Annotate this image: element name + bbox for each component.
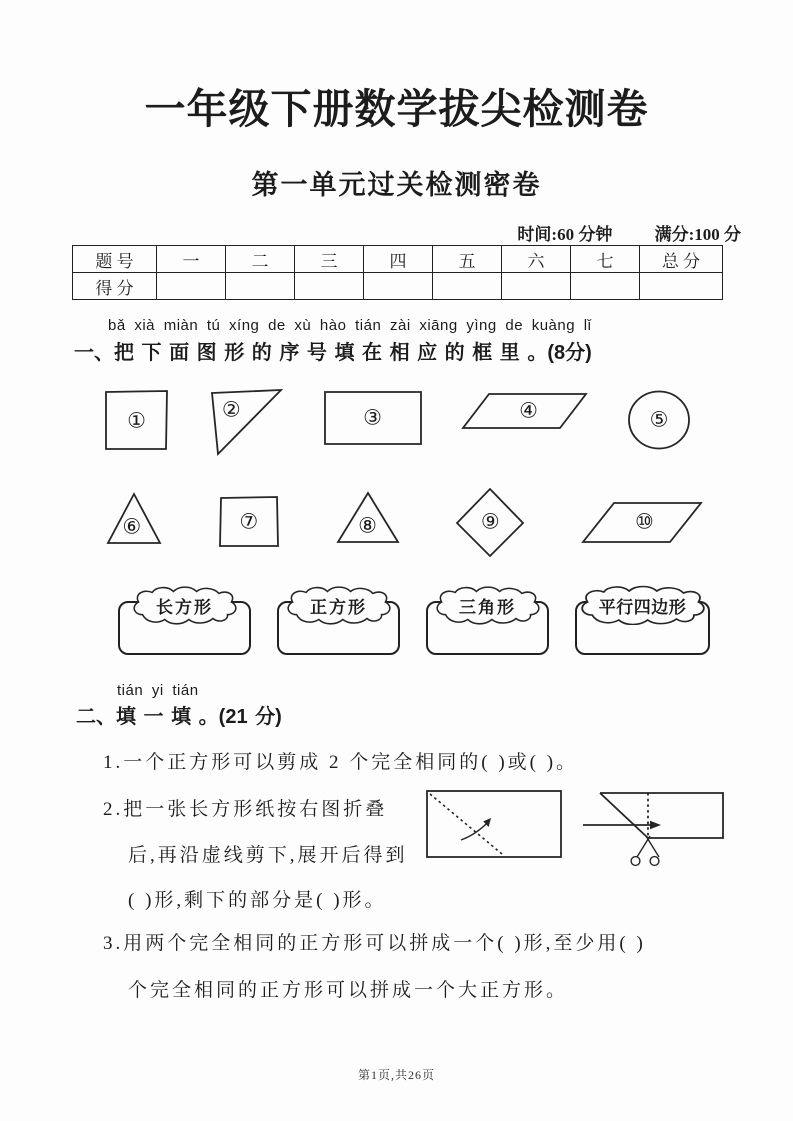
shape-number: ② <box>221 397 241 422</box>
score-table-header-row <box>73 246 723 273</box>
shapes-row-2 <box>106 487 703 567</box>
category-label: 正方形 <box>310 598 367 617</box>
page-title: 一年级下册数学拔尖检测卷 <box>144 86 649 132</box>
page-number: 第1页,共26页 <box>357 1068 435 1082</box>
score-cell-empty <box>502 273 571 300</box>
cloud-callout <box>432 585 544 630</box>
header-cell: 二 <box>226 246 295 273</box>
section-one-heading: 一、把 下 面 图 形 的 序 号 填 在 相 应 的 框 里 。(8分) <box>74 342 592 364</box>
question-2-line-2: 后,再沿虚线剪下,展开后得到 <box>128 845 408 866</box>
shape-number: ③ <box>363 405 382 430</box>
paper-meta <box>0 220 741 245</box>
category-box-rectangle <box>118 585 251 657</box>
category-box-parallelogram <box>575 585 710 657</box>
shape-diamond-9 <box>455 487 525 558</box>
header-cell: 题 号 <box>73 246 157 273</box>
shape-number: ⑩ <box>635 509 654 534</box>
score-cell-empty <box>571 273 640 300</box>
score-table <box>72 245 723 300</box>
time-limit: 时间:60 分钟 <box>517 225 613 244</box>
shape-number: ⑦ <box>239 509 259 533</box>
shape-rectangle-3 <box>323 390 423 446</box>
score-cell-empty <box>295 273 364 300</box>
header-cell: 一 <box>157 246 226 273</box>
category-label: 平行四边形 <box>598 598 687 617</box>
score-cell-empty <box>226 273 295 300</box>
question-1: 1.一个正方形可以剪成 2 个完全相同的( )或( )。 <box>103 752 579 773</box>
section-two-pinyin: tián yi tián <box>117 682 199 699</box>
category-box-triangle <box>426 585 549 657</box>
score-cell-empty <box>364 273 433 300</box>
folded-paper <box>600 793 723 865</box>
shape-square-7 <box>218 495 280 548</box>
shape-number: ① <box>127 408 146 433</box>
header-cell: 六 <box>502 246 571 273</box>
score-row-label: 得 分 <box>73 273 157 300</box>
score-cell-empty <box>640 273 723 300</box>
shape-right-triangle-2 <box>209 388 284 456</box>
cloud-callout <box>283 585 395 630</box>
score-cell-empty <box>157 273 226 300</box>
shape-number: ⑤ <box>649 407 669 432</box>
header-cell: 五 <box>433 246 502 273</box>
shape-parallelogram-4 <box>461 392 588 430</box>
section-one-pinyin: bǎ xià miàn tú xíng de xù hào tián zài xiāng yìng de kuàng lǐ <box>108 317 592 334</box>
cloud-callout <box>129 585 241 630</box>
fold-dotted-line <box>430 794 502 854</box>
shape-number: ④ <box>519 398 538 423</box>
shape-triangle-8 <box>336 491 400 545</box>
question-2-line-1: 2.把一张长方形纸按右图折叠 <box>103 799 388 820</box>
shapes-row-1 <box>103 383 691 473</box>
question-3-line-2: 个完全相同的正方形可以拼成一个大正方形。 <box>128 980 569 1001</box>
shape-parallelogram-10 <box>581 501 703 544</box>
section-two-heading: 二、填 一 填 。(21 分) <box>76 706 282 728</box>
header-cell: 总 分 <box>640 246 723 273</box>
shape-number: ⑧ <box>358 513 377 538</box>
cloud-callout <box>576 585 710 630</box>
shape-number: ⑨ <box>480 509 500 534</box>
shape-circle-5 <box>627 390 691 450</box>
right-triangle-outline <box>209 388 284 456</box>
full-score: 满分:100 分 <box>654 225 741 244</box>
category-box-square <box>277 585 400 657</box>
scissors-icon <box>631 836 659 865</box>
score-table-score-row <box>73 273 723 300</box>
header-cell: 三 <box>295 246 364 273</box>
category-label: 长方形 <box>156 598 213 617</box>
question-2-line-3: ( )形,剩下的部分是( )形。 <box>128 890 387 911</box>
arrow-right <box>583 821 661 829</box>
header-cell: 四 <box>364 246 433 273</box>
header-cell: 七 <box>571 246 640 273</box>
score-cell-empty <box>433 273 502 300</box>
fold-cut-diagram <box>425 785 747 877</box>
category-boxes-row <box>118 585 710 657</box>
question-3-line-1: 3.用两个完全相同的正方形可以拼成一个( )形,至少用( ) <box>103 933 646 954</box>
shape-triangle-6 <box>106 492 162 546</box>
paper-subtitle: 第一单元过关检测密卷 <box>251 170 542 200</box>
fold-cut-figure <box>425 785 747 882</box>
category-label: 三角形 <box>459 598 516 617</box>
shape-number: ⑥ <box>122 514 142 539</box>
rectangle-paper <box>427 791 561 857</box>
shape-square-1 <box>103 388 170 452</box>
